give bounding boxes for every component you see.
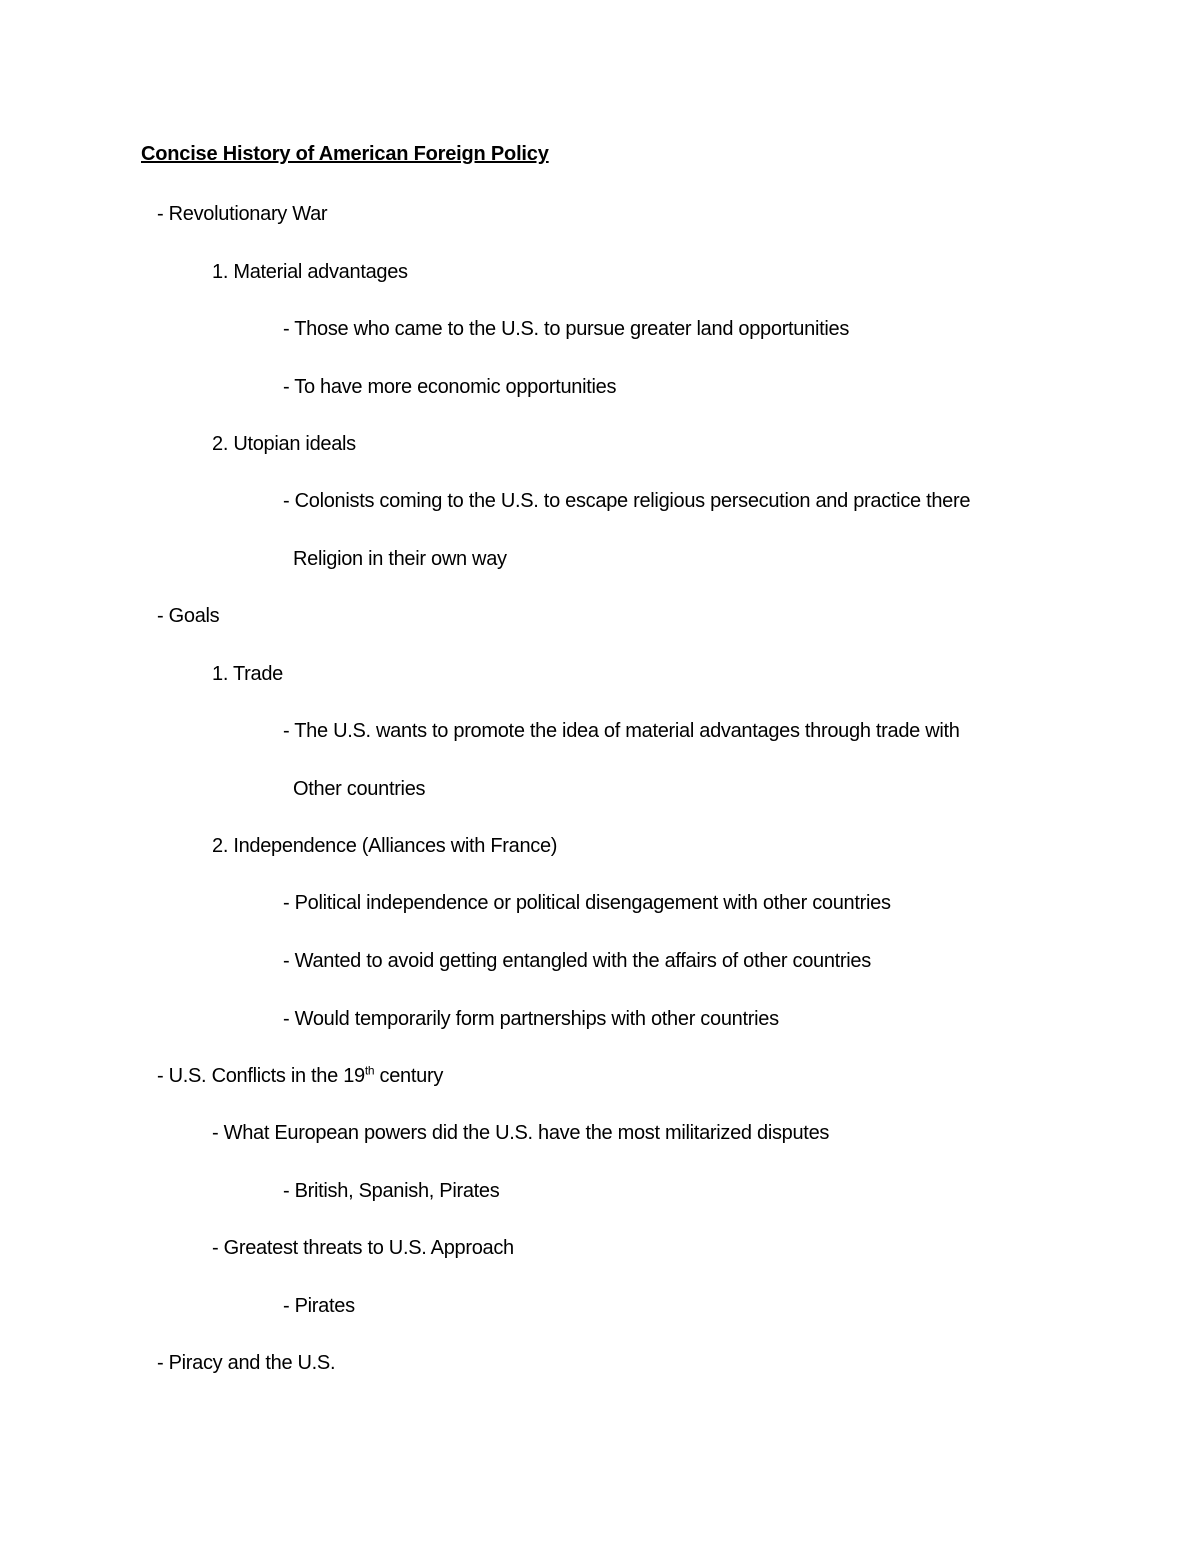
bullet-economic-opportunities: - To have more economic opportunities (283, 376, 617, 398)
item-european-powers: - What European powers did the U.S. have the most militarized disputes (212, 1122, 830, 1144)
us-conflicts-text-end: century (374, 1065, 444, 1087)
bullet-religious-persecution: - Colonists coming to the U.S. to escape religious persecution and practice there (283, 490, 971, 512)
item-trade: 1. Trade (212, 663, 283, 685)
ordinal-superscript: th (364, 1063, 375, 1078)
section-revolutionary-war: - Revolutionary War (157, 203, 328, 225)
bullet-british-spanish-pirates: - British, Spanish, Pirates (283, 1180, 500, 1202)
item-material-advantages: 1. Material advantages (212, 261, 408, 283)
bullet-religious-persecution-cont: Religion in their own way (293, 548, 507, 570)
bullet-trade-promotion-cont: Other countries (293, 778, 426, 800)
section-goals: - Goals (157, 605, 220, 627)
us-conflicts-text: - U.S. Conflicts in the 19 (157, 1065, 365, 1087)
item-utopian-ideals: 2. Utopian ideals (212, 433, 356, 455)
document-title: Concise History of American Foreign Policy (141, 143, 549, 165)
bullet-pirates: - Pirates (283, 1295, 355, 1317)
bullet-trade-promotion: - The U.S. wants to promote the idea of material advantages through trade with (283, 720, 960, 742)
section-us-conflicts (157, 1061, 443, 1091)
bullet-temporary-partnerships: - Would temporarily form partnerships with other countries (283, 1008, 779, 1030)
item-greatest-threats: - Greatest threats to U.S. Approach (212, 1237, 514, 1259)
bullet-political-independence: - Political independence or political disengagement with other countries (283, 892, 891, 914)
section-piracy: - Piracy and the U.S. (157, 1352, 336, 1374)
bullet-avoid-entanglement: - Wanted to avoid getting entangled with the affairs of other countries (283, 950, 871, 972)
bullet-land-opportunities: - Those who came to the U.S. to pursue greater land opportunities (283, 318, 850, 340)
item-independence: 2. Independence (Alliances with France) (212, 835, 558, 857)
